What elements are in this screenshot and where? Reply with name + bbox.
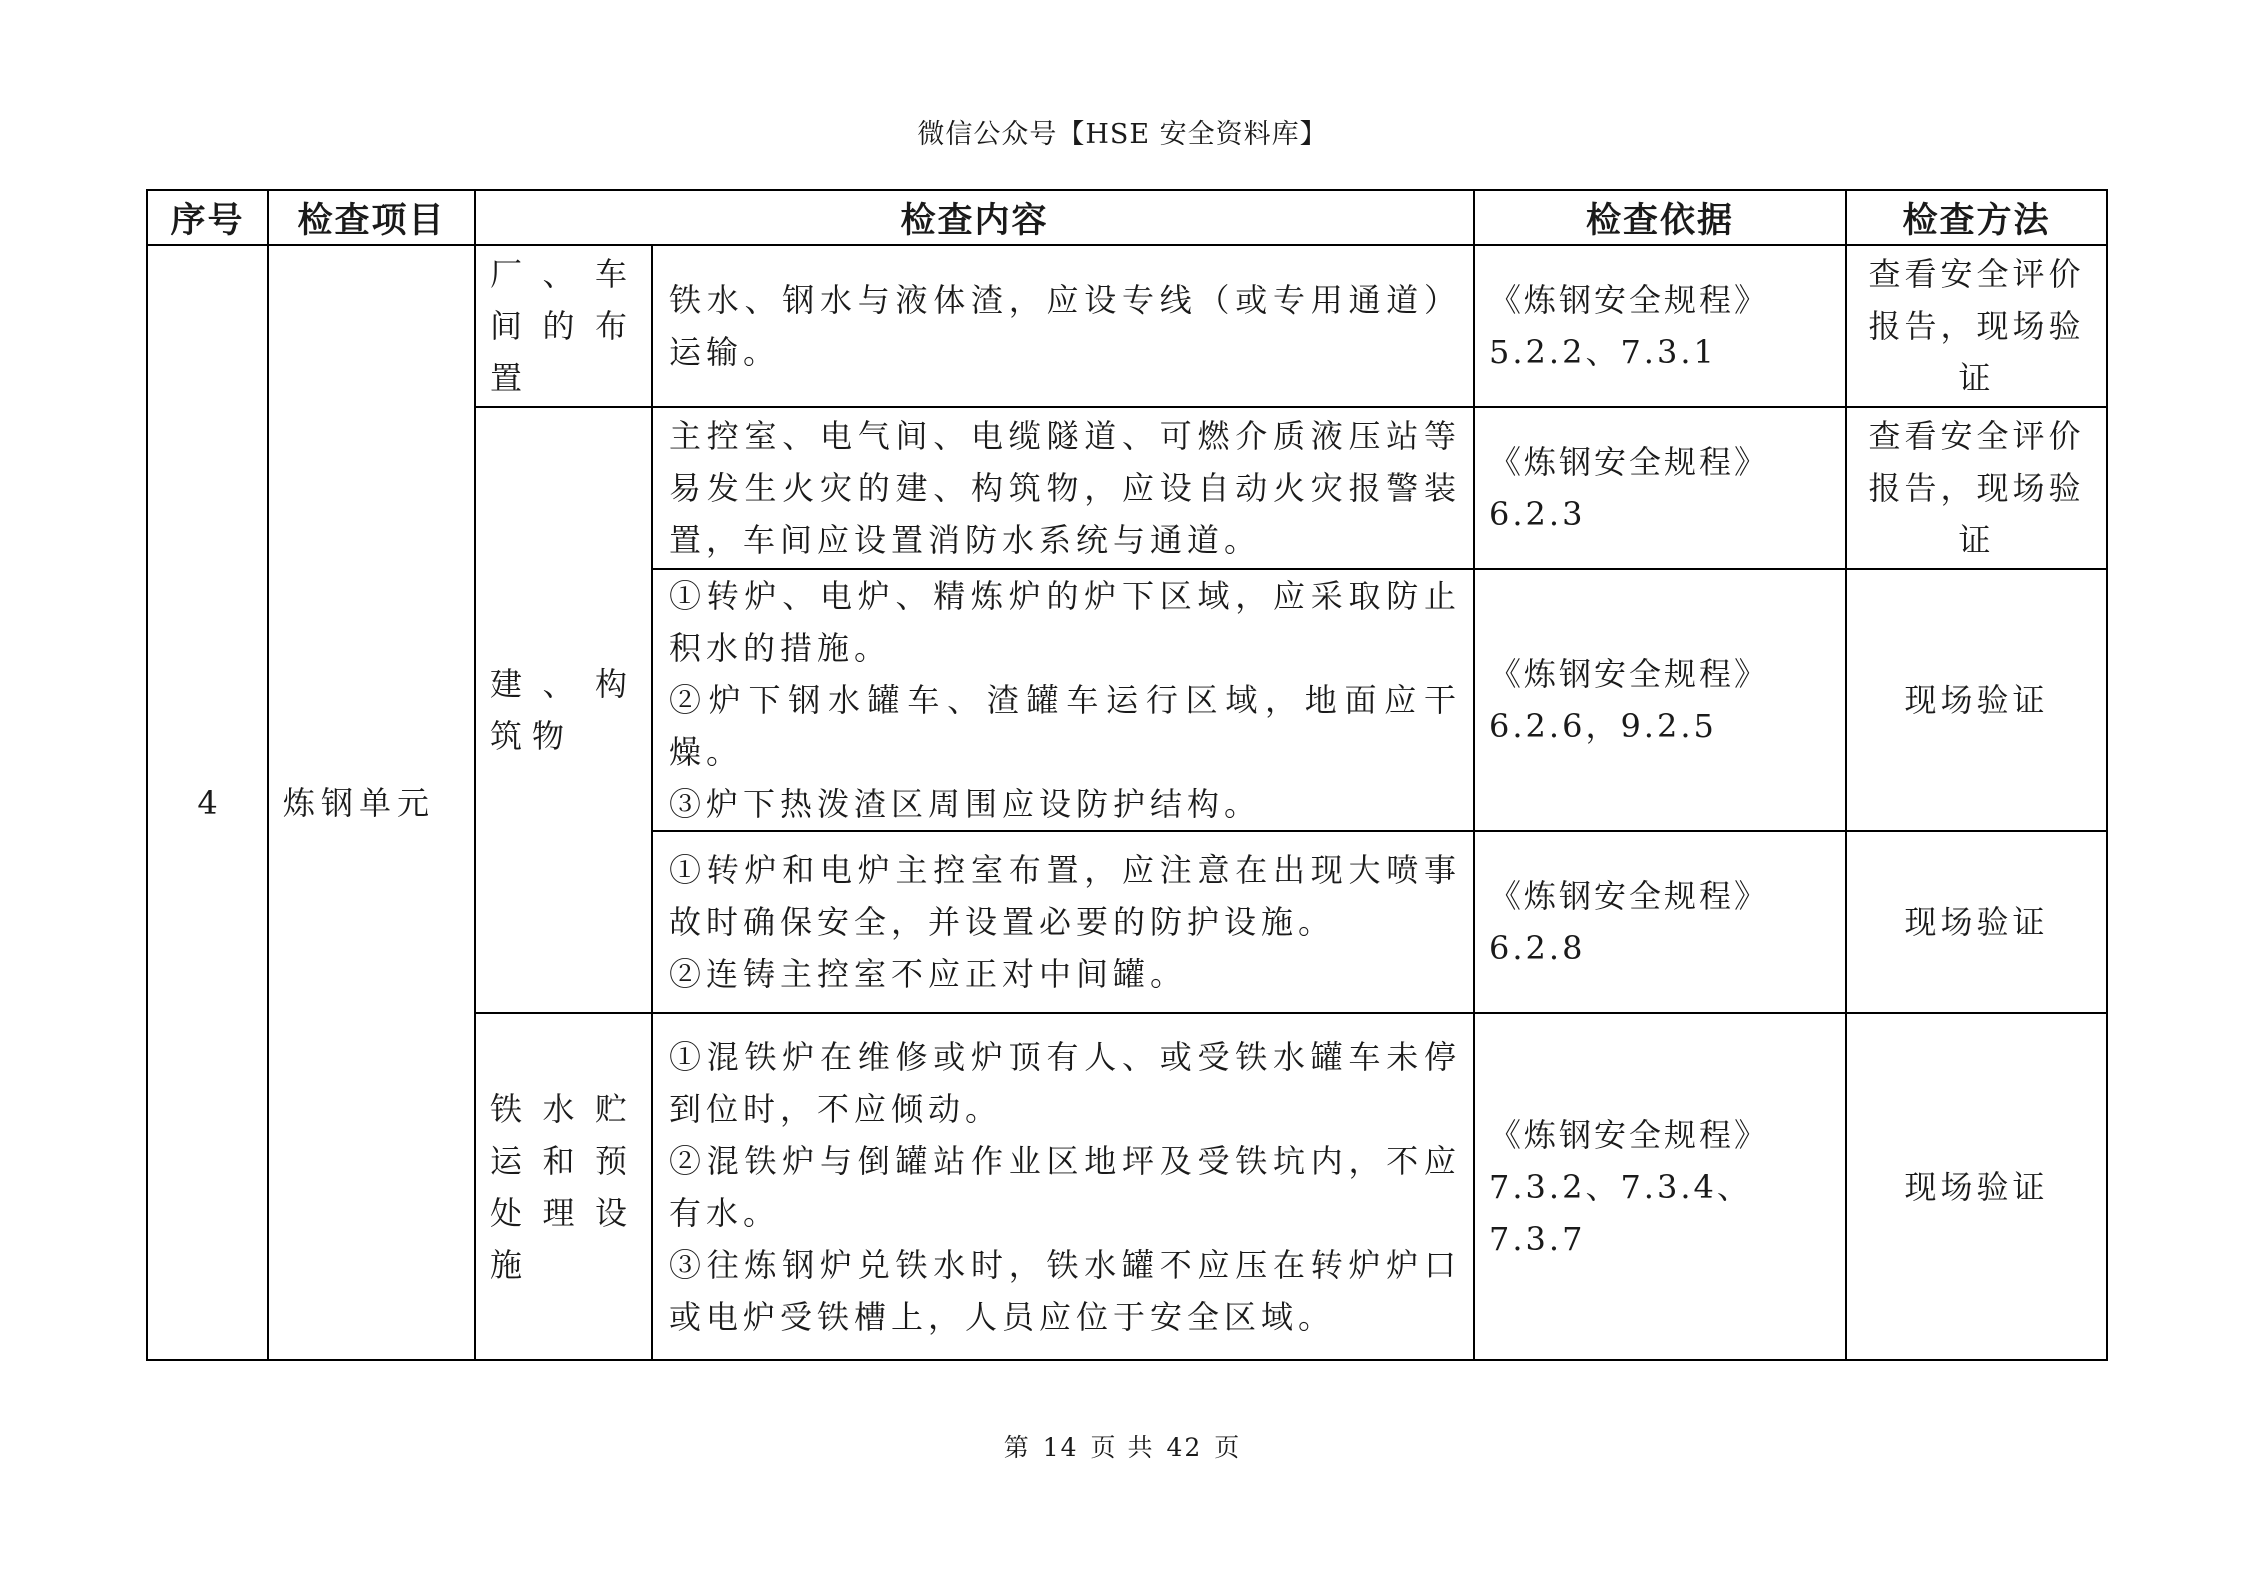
check-content: 主控室、电气间、电缆隧道、可燃介质液压站等易发生火灾的建、构筑物，应设自动火灾报警装置，车间应设置消防水系统与通道。 xyxy=(652,407,1474,569)
check-basis: 《炼钢安全规程》 6.2.6，9.2.5 xyxy=(1474,569,1846,831)
footer-prefix: 第 xyxy=(1003,1433,1031,1462)
sub-item: 厂、车间的布置 xyxy=(475,245,652,407)
inspection-table xyxy=(146,189,2108,1361)
check-basis: 《炼钢安全规程》 6.2.3 xyxy=(1474,407,1846,569)
check-method: 查看安全评价报告，现场验证 xyxy=(1846,245,2107,407)
footer-suffix: 页 xyxy=(1214,1433,1242,1462)
check-content: 铁水、钢水与液体渣，应设专线（或专用通道）运输。 xyxy=(652,245,1474,407)
check-basis: 《炼钢安全规程》 7.3.2、7.3.4、7.3.7 xyxy=(1474,1013,1846,1360)
sub-item: 铁水贮运和预处理设施 xyxy=(475,1013,652,1360)
sub-item: 建、构筑物 xyxy=(475,407,652,1013)
column-header-method: 检查方法 xyxy=(1846,190,2107,245)
footer-mid: 页 共 xyxy=(1090,1433,1155,1462)
check-method: 现场验证 xyxy=(1846,569,2107,831)
check-content: ①转炉、电炉、精炼炉的炉下区域，应采取防止积水的措施。 ②炉下钢水罐车、渣罐车运行区域，地面应干燥。 ③炉下热泼渣区周围应设防护结构。 xyxy=(652,569,1474,831)
table-row xyxy=(147,245,2107,407)
page-footer xyxy=(0,1428,2245,1464)
page-header: 微信公众号【HSE 安全资料库】 xyxy=(917,119,1328,150)
check-method: 查看安全评价报告，现场验证 xyxy=(1846,407,2107,569)
check-content: ①混铁炉在维修或炉顶有人、或受铁水罐车未停到位时，不应倾动。 ②混铁炉与倒罐站作业区地坪及受铁坑内，不应有水。 ③往炼钢炉兑铁水时，铁水罐不应压在转炉炉口或电炉受铁槽上，人员应位于安全区域。 xyxy=(652,1013,1474,1360)
column-header-serial: 序号 xyxy=(147,190,268,245)
inspection-item: 炼钢单元 xyxy=(268,245,475,1360)
check-method: 现场验证 xyxy=(1846,1013,2107,1360)
check-method: 现场验证 xyxy=(1846,831,2107,1013)
table-header-row xyxy=(147,190,2107,245)
column-header-content: 检查内容 xyxy=(475,190,1474,245)
column-header-basis: 检查依据 xyxy=(1474,190,1846,245)
total-pages: 42 xyxy=(1166,1433,1203,1462)
page-number: 14 xyxy=(1042,1433,1079,1462)
check-basis: 《炼钢安全规程》 6.2.8 xyxy=(1474,831,1846,1013)
serial-number: 4 xyxy=(147,245,268,1360)
check-content: ①转炉和电炉主控室布置，应注意在出现大喷事故时确保安全，并设置必要的防护设施。 ②连铸主控室不应正对中间罐。 xyxy=(652,831,1474,1013)
check-basis: 《炼钢安全规程》 5.2.2、7.3.1 xyxy=(1474,245,1846,407)
column-header-item: 检查项目 xyxy=(268,190,475,245)
